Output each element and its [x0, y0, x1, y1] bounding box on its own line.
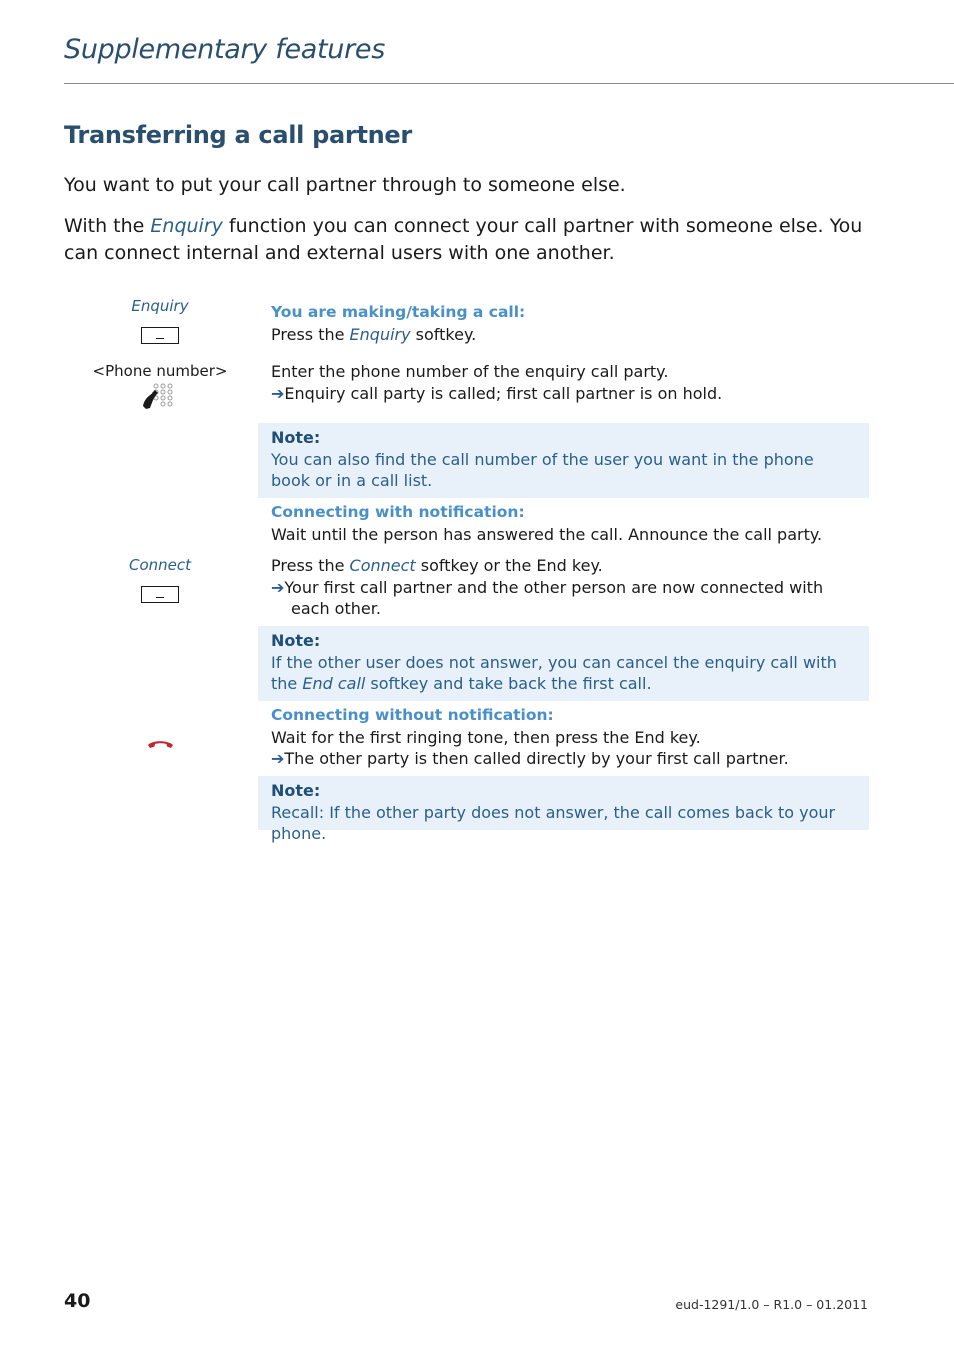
- note-text-part: softkey and take back the first call.: [365, 674, 652, 693]
- arrow-icon: ➔: [271, 577, 285, 597]
- note-text-part: If the other user does not answer, you can cancel the enquiry call with the: [271, 652, 837, 693]
- step-connect-without-notification: [271, 705, 861, 770]
- note-label: Note:: [271, 428, 321, 447]
- arrow-icon: ➔: [271, 383, 285, 403]
- step-press-connect: [271, 555, 861, 620]
- header-divider: [64, 83, 954, 84]
- step-instruction: Enter the phone number of the enquiry call party.: [271, 362, 669, 381]
- softkey-icon: [141, 586, 179, 603]
- step-instruction: Wait until the person has answered the call. Announce the call party.: [271, 524, 823, 544]
- step-result: [271, 748, 861, 770]
- intro-text: With the: [64, 215, 151, 237]
- note-label: Note:: [271, 631, 321, 650]
- note-box: [258, 626, 869, 701]
- note-text: [271, 652, 856, 695]
- note-label: Note:: [271, 781, 321, 800]
- step-heading: You are making/taking a call:: [271, 303, 526, 321]
- intro-text-cont: function you can connect your call partner with someone else. You can connect internal and external users with one another.: [64, 215, 863, 264]
- step-instruction: [271, 555, 861, 577]
- step-result: [271, 383, 861, 405]
- connect-keyword: Connect: [349, 556, 416, 575]
- phone-number-label: <Phone number>: [92, 362, 228, 380]
- step-text: softkey.: [410, 324, 477, 344]
- step-heading: Connecting without notification:: [271, 706, 554, 724]
- intro-paragraph-1: You want to put your call partner through to someone else.: [64, 174, 626, 196]
- section-header: Supplementary features: [64, 34, 385, 65]
- document-id: eud-1291/1.0 – R1.0 – 01.2011: [675, 1297, 868, 1312]
- note-text: Recall: If the other party does not answer, the call comes back to your phone.: [271, 802, 836, 843]
- enquiry-keyword: Enquiry: [150, 215, 223, 237]
- step-making-call: [271, 302, 861, 345]
- step-text: Press the: [271, 556, 350, 575]
- note-box: [258, 423, 869, 498]
- step-connect-with-notification: [271, 502, 861, 545]
- end-call-icon: [146, 737, 176, 753]
- step-text: softkey or the End key.: [415, 556, 603, 575]
- step-heading: Connecting with notification:: [271, 503, 525, 521]
- result-text: The other party is then called directly by your first call partner.: [284, 749, 789, 768]
- softkey-icon: [141, 327, 179, 344]
- page-title: Transferring a call partner: [64, 121, 412, 149]
- result-text: Your first call partner and the other person are now connected with each other.: [284, 577, 824, 618]
- step-text: Press the: [271, 324, 350, 344]
- connect-softkey-label: Connect: [128, 556, 192, 574]
- step-instruction: Wait for the first ringing tone, then press the End key.: [271, 727, 701, 747]
- result-text: Enquiry call party is called; first call partner is on hold.: [284, 383, 723, 403]
- note-text: You can also find the call number of the user you want in the phone book or in a call list.: [271, 449, 814, 490]
- step-result: [271, 577, 861, 620]
- step-enter-number: [271, 361, 861, 404]
- step-instruction: [271, 324, 861, 346]
- arrow-icon: ➔: [271, 749, 285, 768]
- intro-paragraph-2: [64, 213, 864, 267]
- enquiry-keyword: Enquiry: [349, 324, 411, 344]
- note-box: [258, 776, 869, 843]
- end-call-keyword: End call: [302, 674, 366, 693]
- keypad-icon: [140, 382, 176, 410]
- enquiry-softkey-label: Enquiry: [131, 297, 189, 315]
- page-number: 40: [64, 1290, 91, 1312]
